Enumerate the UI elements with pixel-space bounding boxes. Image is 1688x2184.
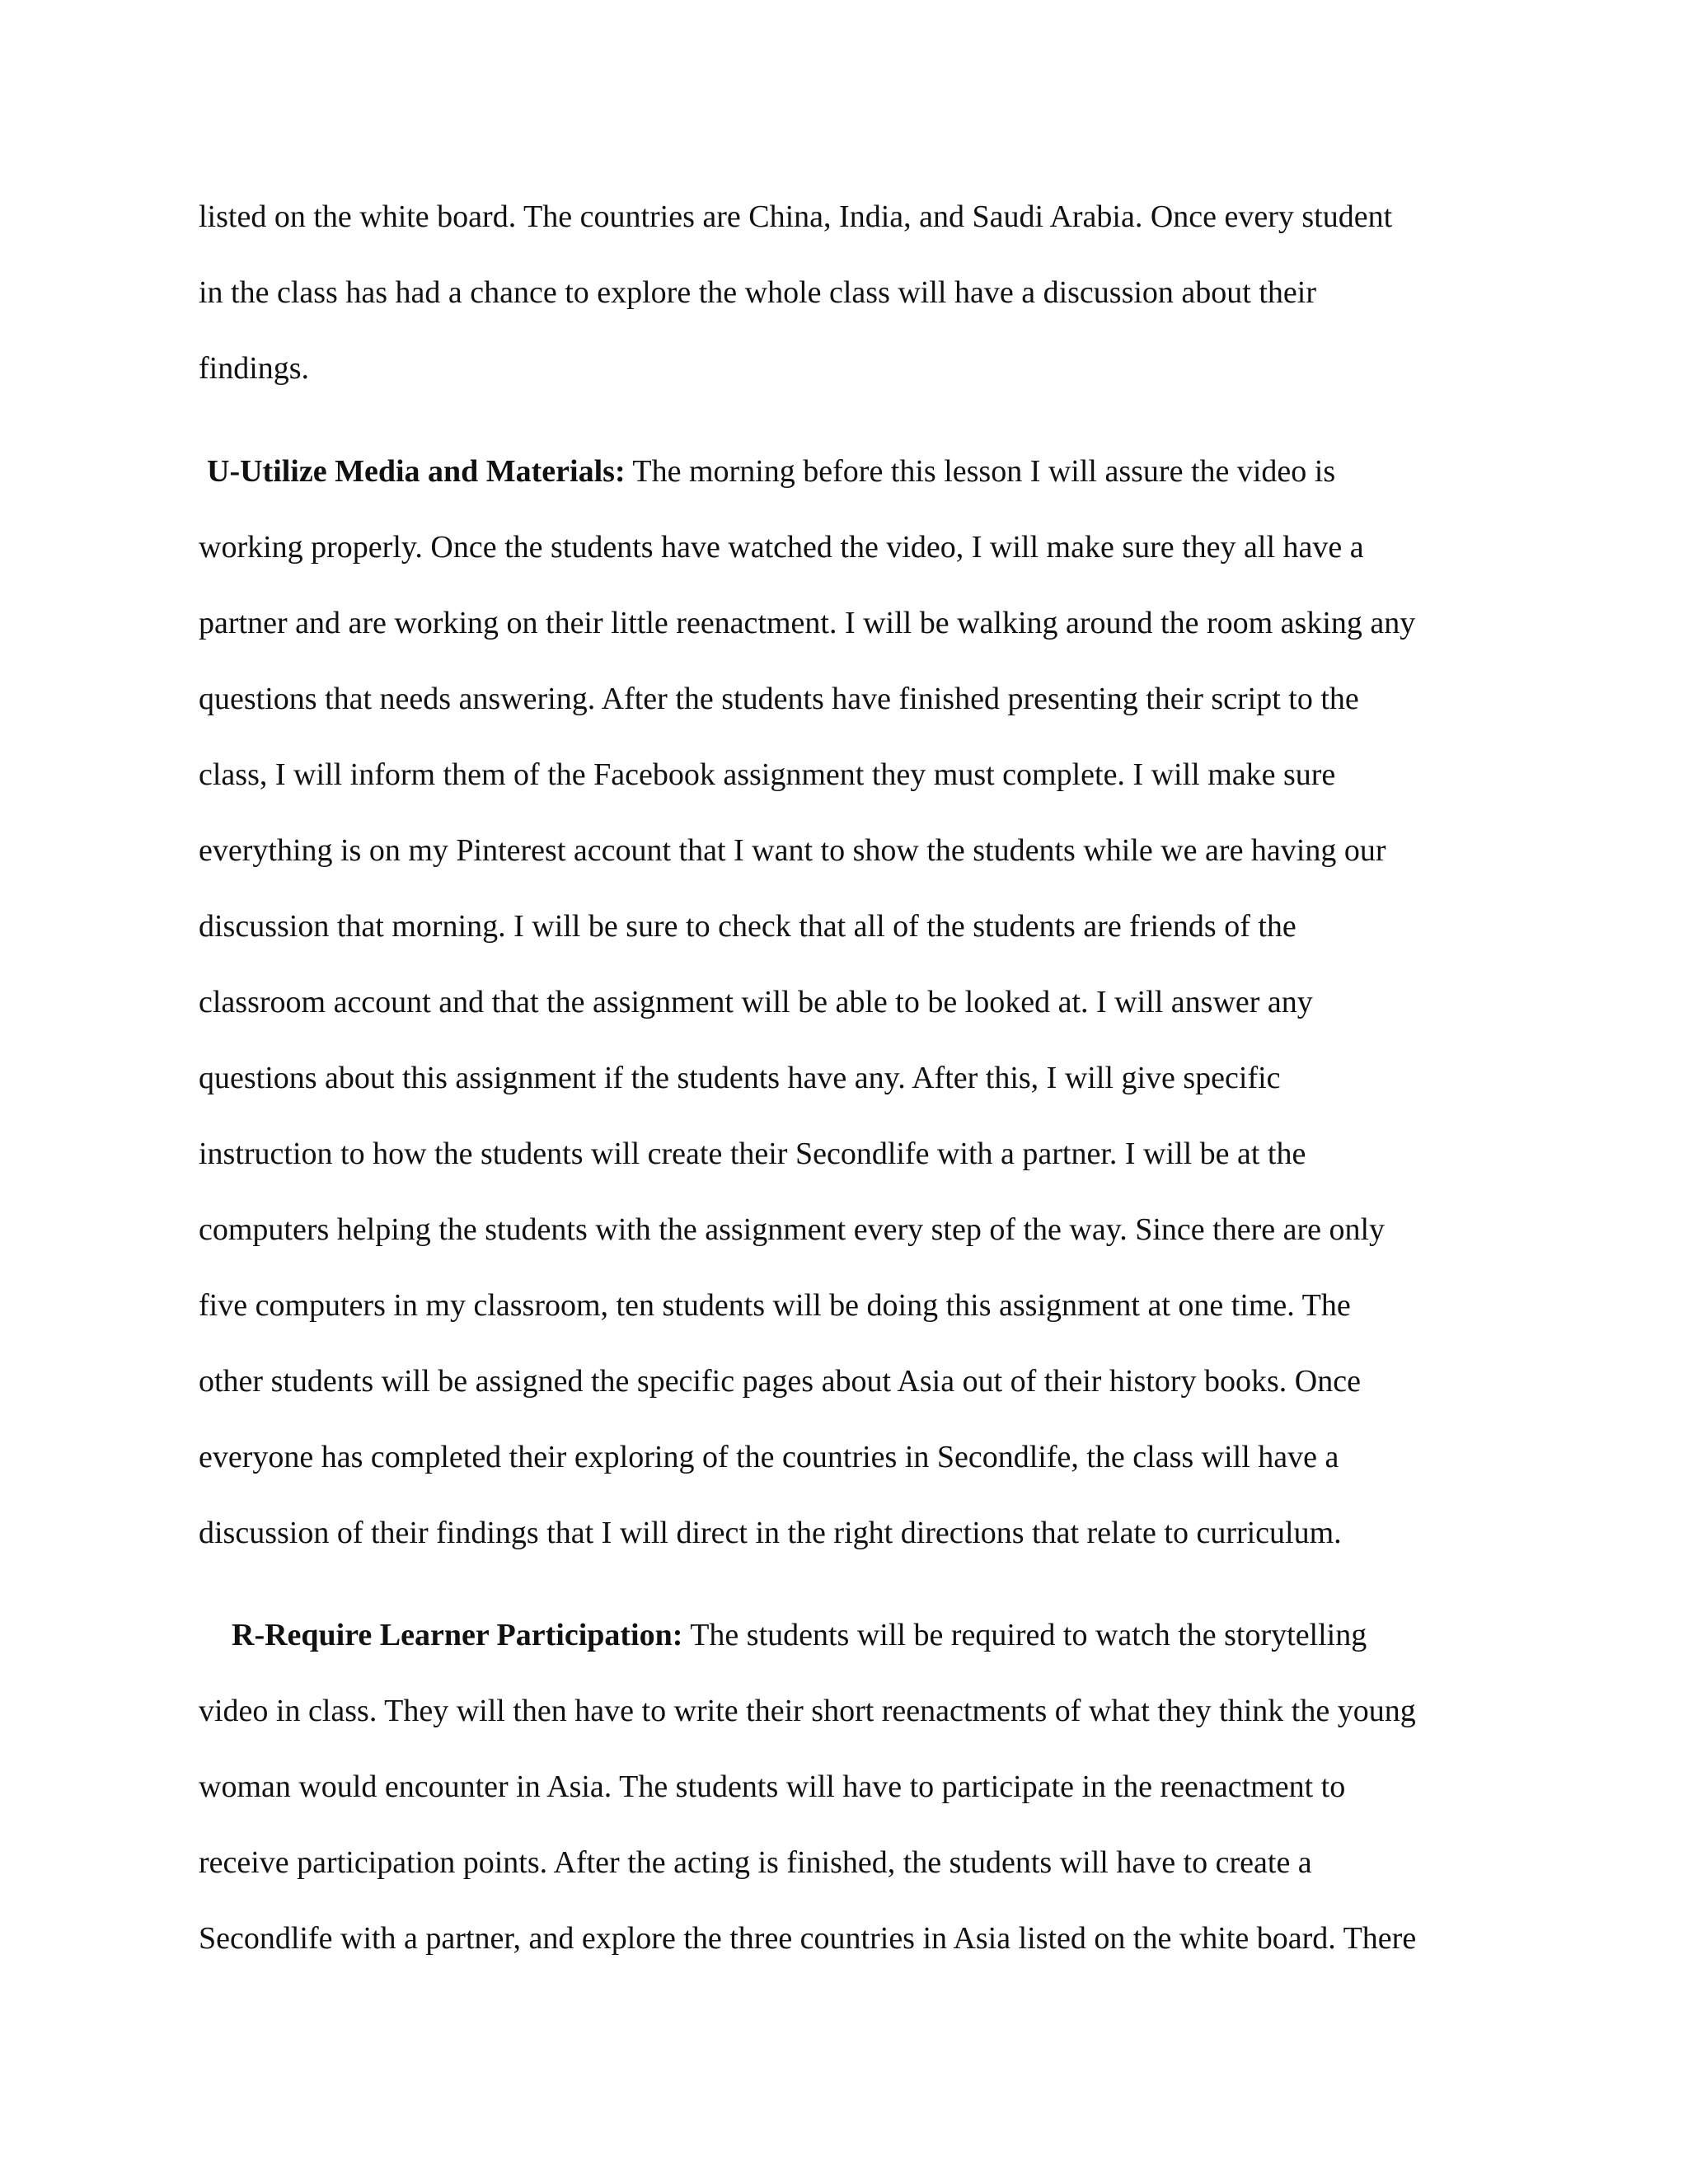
section-heading-utilize: U-Utilize Media and Materials: — [207, 454, 626, 489]
paragraph-first-line — [207, 452, 1335, 490]
text-line: discussion that morning. I will be sure to check that all of the students are friends of the — [199, 909, 1296, 944]
text-line: working properly. Once the students have watched the video, I will make sure they all have a — [199, 530, 1364, 565]
text-line: instruction to how the students will create their Secondlife with a partner. I will be at the — [199, 1137, 1306, 1171]
section-heading-require: R-Require Learner Participation: — [232, 1618, 683, 1652]
text-line: class, I will inform them of the Facebook assignment they must complete. I will make sure — [199, 757, 1336, 792]
text-line: Secondlife with a partner, and explore the three countries in Asia listed on the white board. There — [199, 1921, 1417, 1956]
text-line: everyone has completed their exploring of the countries in Secondlife, the class will have a — [199, 1440, 1339, 1474]
text-line: computers helping the students with the assignment every step of the way. Since there are only — [199, 1212, 1386, 1247]
text-line: questions about this assignment if the students have any. After this, I will give specific — [199, 1061, 1281, 1095]
text-line: listed on the white board. The countries are China, India, and Saudi Arabia. Once every student — [199, 199, 1393, 234]
text-span: The students will be required to watch the storytelling — [682, 1618, 1367, 1652]
text-line: other students will be assigned the specific pages about Asia out of their history books. Once — [199, 1364, 1361, 1399]
paragraph-first-line — [232, 1616, 1367, 1654]
text-line: receive participation points. After the acting is finished, the students will have to create a — [199, 1845, 1312, 1880]
text-line: video in class. They will then have to write their short reenactments of what they think the young — [199, 1694, 1416, 1728]
text-line: woman would encounter in Asia. The students will have to participate in the reenactment to — [199, 1769, 1346, 1804]
text-line: five computers in my classroom, ten students will be doing this assignment at one time. The — [199, 1288, 1351, 1323]
text-line: questions that needs answering. After the students have finished presenting their script to the — [199, 682, 1359, 716]
text-line: findings. — [199, 351, 310, 386]
text-line: partner and are working on their little reenactment. I will be walking around the room asking any — [199, 606, 1416, 640]
text-line: classroom account and that the assignment will be able to be looked at. I will answer any — [199, 985, 1313, 1019]
text-line: in the class has had a chance to explore the whole class will have a discussion about their — [199, 275, 1316, 310]
text-line: everything is on my Pinterest account that I want to show the students while we are having our — [199, 833, 1386, 868]
text-line: discussion of their findings that I will direct in the right directions that relate to curriculum. — [199, 1516, 1342, 1550]
text-span: The morning before this lesson I will assure the video is — [625, 454, 1336, 489]
